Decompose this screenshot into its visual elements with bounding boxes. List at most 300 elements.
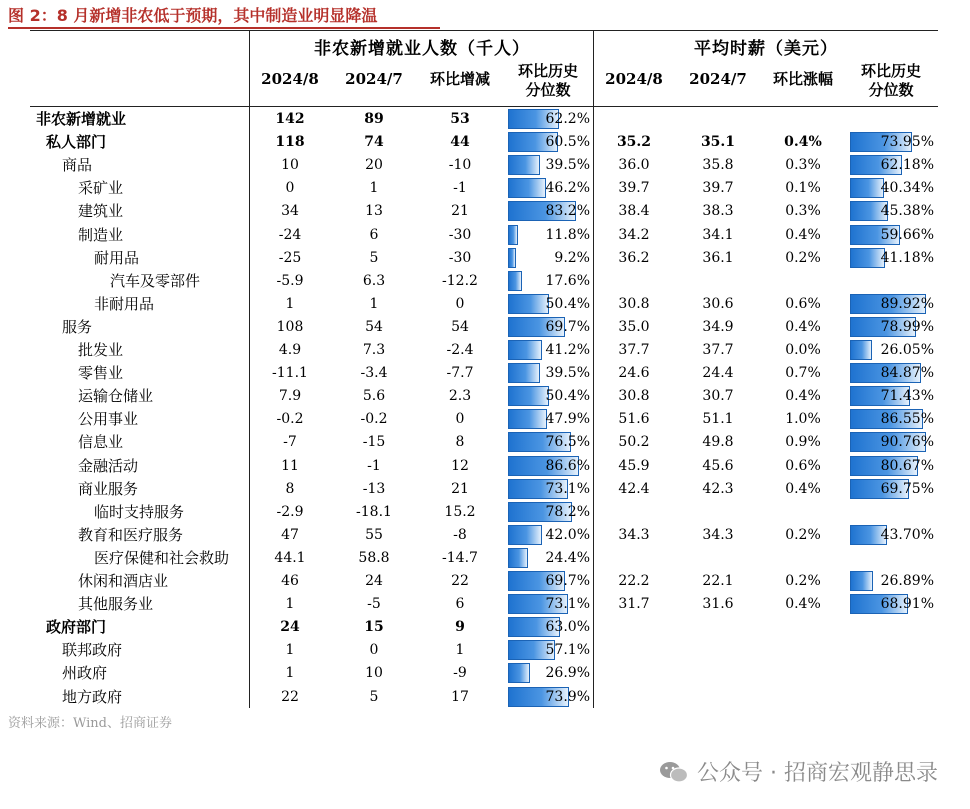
row-label: 信息业 (78, 433, 124, 452)
row-label: 联邦政府 (62, 641, 123, 660)
row-label: 零售业 (78, 364, 124, 383)
cell-ed: -7.7 (446, 365, 474, 382)
cell-w8: 34.2 (618, 226, 650, 243)
percentile-cell-ep (508, 594, 590, 615)
cell-ed: 21 (451, 480, 469, 497)
row-label: 地方政府 (62, 687, 123, 706)
row-label: 公用事业 (78, 410, 139, 429)
percentile-value: 47.9% (545, 411, 590, 428)
percentile-cell-wp (850, 201, 934, 222)
cell-wd (762, 616, 844, 639)
cell-w8 (598, 639, 670, 662)
cell-wd: 0.1% (785, 180, 821, 197)
cell-w8: 30.8 (618, 388, 650, 405)
cell-w7 (682, 616, 754, 639)
col-header-emp-percentile-line2: 分位数 (525, 81, 571, 99)
percentile-cell-ep (508, 132, 590, 153)
cell-e7: 0 (369, 642, 379, 659)
percentile-cell-wp (850, 663, 934, 684)
table-row (30, 270, 938, 293)
cell-wd (762, 501, 844, 524)
percentile-cell-wp (850, 225, 934, 246)
row-label: 建筑业 (78, 202, 124, 221)
cell-w7 (682, 108, 754, 131)
cell-e7: 7.3 (362, 342, 386, 358)
percentile-value: 84.87% (880, 365, 934, 382)
percentile-value: 78.99% (880, 318, 934, 335)
source-note: 资料来源：Wind、招商证券 (8, 716, 172, 731)
percentile-cell-wp (850, 271, 934, 292)
percentile-cell-wp (850, 386, 934, 407)
percentile-cell-ep (508, 409, 590, 430)
cell-w8 (598, 686, 670, 709)
cell-wd: 0.2% (785, 249, 821, 266)
cell-e7: -3.4 (360, 365, 388, 382)
table-row (30, 662, 938, 685)
cell-w8: 50.2 (618, 434, 650, 451)
percentile-bar (850, 340, 872, 360)
percentile-value: 9.2% (554, 249, 590, 266)
percentile-value: 73.95% (880, 134, 934, 151)
cell-w8: 36.2 (618, 249, 650, 266)
cell-e8: 34 (281, 203, 299, 220)
group-header-employment: 非农新增就业人数（千人） (314, 39, 530, 59)
percentile-value: 39.5% (545, 365, 590, 382)
cell-ed: 17 (451, 688, 469, 705)
table-row (30, 316, 938, 339)
percentile-cell-wp (850, 432, 934, 453)
watermark-text: 公众号 · 招商宏观静思录 (697, 761, 938, 786)
percentile-value: 26.05% (880, 342, 934, 358)
cell-wd (762, 108, 844, 131)
row-label: 商品 (62, 156, 93, 175)
percentile-value: 43.70% (880, 526, 934, 543)
cell-ed: -9 (453, 665, 467, 682)
cell-wd: 0.2% (785, 573, 821, 589)
cell-ed: 21 (451, 203, 469, 220)
row-label: 非耐用品 (94, 294, 155, 313)
figure-title: 图 2：8 月新增非农低于预期，其中制造业明显降温 (8, 6, 378, 25)
percentile-value: 39.5% (545, 157, 590, 174)
cell-w8: 42.4 (618, 480, 650, 497)
cell-ed: 53 (450, 111, 470, 127)
percentile-cell-wp (850, 178, 934, 199)
row-label: 医疗保健和社会救助 (94, 548, 230, 567)
percentile-cell-wp (850, 640, 934, 661)
cell-ed: -10 (448, 157, 472, 174)
cell-w7: 51.1 (702, 411, 734, 428)
cell-w7: 22.1 (702, 573, 734, 589)
cell-w8 (598, 501, 670, 524)
cell-e7: -13 (362, 480, 386, 497)
percentile-bar (508, 225, 518, 245)
cell-e8: 0 (285, 180, 295, 197)
percentile-value: 26.89% (880, 573, 934, 589)
cell-w8: 37.7 (618, 342, 650, 358)
percentile-cell-ep (508, 479, 590, 500)
cell-w8: 35.0 (618, 318, 650, 335)
percentile-cell-ep (508, 640, 590, 661)
percentile-cell-wp (850, 409, 934, 430)
percentile-bar (508, 271, 522, 291)
row-label: 私人部门 (46, 133, 107, 152)
percentile-cell-ep (508, 617, 590, 638)
cell-e7: 54 (365, 318, 383, 335)
percentile-value: 90.76% (880, 434, 934, 451)
cell-w7: 34.1 (702, 226, 734, 243)
row-label: 临时支持服务 (94, 502, 185, 521)
cell-w8: 35.2 (616, 134, 652, 151)
percentile-bar (508, 178, 546, 198)
cell-wd: 0.7% (785, 365, 821, 382)
row-label: 制造业 (78, 225, 124, 244)
percentile-bar (508, 294, 549, 314)
row-label: 运输仓储业 (78, 387, 154, 406)
table-row (30, 686, 938, 709)
row-label: 教育和医疗服务 (78, 525, 184, 544)
percentile-cell-wp (850, 456, 934, 477)
cell-e8: 142 (275, 111, 305, 127)
row-label: 商业服务 (78, 479, 139, 498)
cell-ed: -12.2 (442, 272, 478, 289)
cell-e8: 22 (281, 688, 299, 705)
cell-e8: 24 (280, 619, 300, 636)
cell-w8: 34.3 (618, 526, 650, 543)
cell-ed: 1 (455, 642, 465, 659)
cell-ed: 12 (451, 457, 469, 474)
percentile-cell-ep (508, 525, 590, 546)
percentile-value: 69.75% (880, 480, 934, 497)
cell-e7: 10 (365, 665, 383, 682)
cell-w7: 30.7 (702, 388, 734, 405)
table-row (30, 108, 938, 131)
col-header-emp-mom: 环比增减 (429, 70, 490, 88)
wechat-icon (659, 760, 689, 784)
col-header-emp-2024-8: 2024/8 (261, 70, 319, 88)
percentile-cell-ep (508, 109, 590, 130)
row-label: 批发业 (78, 341, 124, 359)
watermark (659, 756, 938, 787)
cell-ed: 15.2 (444, 503, 476, 520)
cell-e7: 15 (364, 619, 384, 636)
percentile-cell-wp (850, 317, 934, 338)
cell-e8: -2.9 (276, 503, 304, 520)
table-row (30, 224, 938, 247)
percentile-cell-ep (508, 271, 590, 292)
row-label: 金融活动 (78, 456, 139, 475)
percentile-value: 73.9% (545, 688, 590, 705)
cell-w7: 35.8 (702, 157, 734, 174)
cell-e7: 89 (364, 111, 384, 127)
cell-w7 (682, 270, 754, 293)
cell-ed: -1 (453, 180, 467, 197)
percentile-value: 69.7% (545, 573, 590, 589)
percentile-value: 78.2% (545, 503, 590, 520)
cell-wd: 0.6% (785, 457, 821, 474)
cell-ed: -30 (448, 226, 472, 243)
table-row (30, 431, 938, 454)
percentile-cell-ep (508, 340, 590, 361)
cell-e8: 1 (285, 596, 295, 613)
table-row (30, 339, 938, 362)
percentile-bar (508, 386, 549, 406)
percentile-cell-ep (508, 155, 590, 176)
cell-ed: 54 (451, 318, 469, 335)
percentile-value: 69.7% (545, 318, 590, 335)
percentile-value: 60.5% (545, 134, 590, 151)
percentile-value: 89.92% (880, 295, 934, 312)
percentile-value: 24.4% (545, 549, 590, 566)
percentile-value: 41.2% (545, 342, 590, 358)
cell-w7: 42.3 (702, 480, 734, 497)
col-header-wage-percentile-line1: 环比历史 (860, 62, 921, 80)
percentile-bar (508, 663, 530, 683)
col-header-wage-mom: 环比涨幅 (772, 70, 833, 88)
cell-ed: 0 (455, 411, 465, 428)
row-label: 休闲和酒店业 (78, 572, 169, 590)
cell-e7: 24 (365, 573, 383, 589)
percentile-cell-wp (850, 340, 934, 361)
percentile-cell-wp (850, 479, 934, 500)
cell-w7: 34.9 (702, 318, 734, 335)
table-row (30, 385, 938, 408)
percentile-bar (850, 248, 885, 268)
cell-e7: 6 (369, 226, 379, 243)
cell-w8: 45.9 (618, 457, 650, 474)
cell-e7: 6.3 (362, 272, 386, 289)
cell-w7: 35.1 (700, 134, 736, 151)
percentile-cell-wp (850, 571, 934, 592)
percentile-bar (508, 548, 528, 568)
table-row (30, 524, 938, 547)
col-header-wage-percentile-line2: 分位数 (868, 81, 914, 99)
cell-w8: 30.8 (618, 295, 650, 312)
percentile-cell-ep (508, 178, 590, 199)
cell-ed: 6 (455, 596, 465, 613)
cell-e7: 1 (369, 295, 379, 312)
row-label: 州政府 (62, 664, 108, 683)
percentile-value: 86.55% (880, 411, 934, 428)
cell-e7: 13 (365, 203, 383, 220)
cell-ed: 22 (451, 573, 469, 589)
cell-w8 (598, 547, 670, 570)
cell-w8: 22.2 (618, 573, 650, 589)
cell-w7: 31.6 (702, 596, 734, 613)
percentile-value: 83.2% (545, 203, 590, 220)
col-header-emp-percentile (506, 62, 590, 100)
cell-e8: 44.1 (274, 549, 306, 566)
row-label: 服务 (62, 317, 93, 336)
col-header-wage-2024-8: 2024/8 (605, 70, 663, 88)
cell-w7 (682, 662, 754, 685)
table-row (30, 362, 938, 385)
cell-w8: 24.6 (618, 365, 650, 382)
table-row (30, 478, 938, 501)
cell-wd: 0.6% (785, 295, 821, 312)
cell-w7: 34.3 (702, 526, 734, 543)
title-underline (8, 27, 440, 29)
cell-w8 (598, 270, 670, 293)
cell-e8: 118 (275, 134, 305, 151)
percentile-value: 59.66% (880, 226, 934, 243)
cell-wd: 0.4% (785, 480, 821, 497)
percentile-bar (508, 248, 516, 268)
percentile-value: 26.9% (545, 665, 590, 682)
percentile-value: 73.1% (545, 480, 590, 497)
percentile-bar (508, 525, 542, 545)
cell-w8 (598, 108, 670, 131)
cell-e8: 1 (285, 295, 295, 312)
percentile-bar (850, 571, 873, 591)
cell-w7 (682, 639, 754, 662)
percentile-value: 42.0% (545, 526, 590, 543)
cell-wd: 0.4% (784, 134, 822, 151)
percentile-value: 76.5% (545, 434, 590, 451)
table-row (30, 247, 938, 270)
row-label: 耐用品 (94, 248, 140, 267)
percentile-cell-wp (850, 502, 934, 523)
percentile-cell-ep (508, 294, 590, 315)
percentile-value: 50.4% (545, 388, 590, 405)
percentile-value: 40.34% (880, 180, 934, 197)
percentile-cell-ep (508, 687, 590, 708)
cell-e8: 1 (285, 665, 295, 682)
cell-w7: 39.7 (702, 180, 734, 197)
cell-wd: 0.4% (785, 226, 821, 243)
percentile-value: 62.2% (545, 111, 590, 127)
percentile-cell-ep (508, 248, 590, 269)
percentile-cell-ep (508, 201, 590, 222)
cell-e7: -0.2 (360, 411, 388, 428)
table-row (30, 154, 938, 177)
cell-e7: 5.6 (362, 388, 386, 405)
cell-e7: -18.1 (356, 503, 392, 520)
cell-wd: 0.9% (785, 434, 821, 451)
cell-w7 (682, 501, 754, 524)
table-row (30, 408, 938, 431)
percentile-cell-ep (508, 317, 590, 338)
cell-wd: 0.3% (785, 157, 821, 174)
cell-ed: 0 (455, 295, 465, 312)
cell-wd (762, 639, 844, 662)
table-row (30, 200, 938, 223)
cell-e8: 7.9 (278, 388, 302, 405)
cell-e8: 11 (281, 457, 299, 474)
row-label: 非农新增就业 (36, 110, 127, 128)
cell-e7: 5 (369, 688, 379, 705)
cell-w8: 51.6 (618, 411, 650, 428)
cell-w7 (682, 547, 754, 570)
percentile-cell-ep (508, 225, 590, 246)
percentile-value: 45.38% (880, 203, 934, 220)
percentile-cell-wp (850, 109, 934, 130)
data-table (30, 30, 938, 710)
cell-w7: 30.6 (702, 295, 734, 312)
cell-e8: 4.9 (278, 342, 302, 358)
percentile-cell-ep (508, 363, 590, 384)
cell-e7: -15 (362, 434, 386, 451)
cell-wd: 0.2% (785, 526, 821, 543)
percentile-value: 11.8% (545, 226, 590, 243)
row-label: 政府部门 (46, 618, 107, 637)
percentile-value: 62.18% (880, 157, 934, 174)
percentile-cell-wp (850, 155, 934, 176)
cell-ed: -8 (453, 526, 467, 543)
cell-e8: -11.1 (272, 365, 308, 382)
percentile-value: 17.6% (545, 272, 590, 289)
cell-ed: -30 (448, 249, 472, 266)
cell-ed: -14.7 (442, 549, 478, 566)
cell-w8 (598, 662, 670, 685)
table-row (30, 501, 938, 524)
cell-e8: -7 (283, 434, 297, 451)
cell-e7: -1 (367, 457, 381, 474)
cell-w8 (598, 616, 670, 639)
percentile-cell-wp (850, 548, 934, 569)
table-row (30, 616, 938, 639)
col-header-wage-percentile (848, 62, 934, 100)
header-bottom-rule (30, 106, 938, 107)
percentile-cell-ep (508, 432, 590, 453)
percentile-value: 63.0% (545, 619, 590, 636)
percentile-cell-ep (508, 663, 590, 684)
cell-w8: 31.7 (618, 596, 650, 613)
cell-w7: 45.6 (702, 457, 734, 474)
cell-w7: 37.7 (702, 342, 734, 358)
table-row (30, 639, 938, 662)
cell-w7: 49.8 (702, 434, 734, 451)
cell-w7: 36.1 (702, 249, 734, 266)
table-row (30, 570, 938, 593)
cell-wd (762, 686, 844, 709)
percentile-cell-ep (508, 548, 590, 569)
cell-ed: 2.3 (448, 388, 472, 405)
cell-w8: 36.0 (618, 157, 650, 174)
cell-ed: -2.4 (446, 342, 474, 358)
percentile-cell-ep (508, 502, 590, 523)
cell-e8: -25 (278, 249, 302, 266)
cell-wd: 0.4% (785, 596, 821, 613)
percentile-cell-wp (850, 294, 934, 315)
percentile-value: 71.43% (880, 388, 934, 405)
row-label: 其他服务业 (78, 595, 154, 614)
percentile-bar (850, 178, 884, 198)
cell-wd (762, 270, 844, 293)
percentile-cell-wp (850, 525, 934, 546)
percentile-value: 57.1% (545, 642, 590, 659)
cell-w7 (682, 686, 754, 709)
table-row (30, 131, 938, 154)
cell-e8: 8 (285, 480, 295, 497)
cell-e7: 74 (364, 134, 384, 151)
cell-wd: 0.4% (785, 388, 821, 405)
percentile-cell-wp (850, 594, 934, 615)
row-label: 采矿业 (78, 179, 124, 198)
cell-ed: 9 (455, 619, 465, 636)
cell-ed: 8 (455, 434, 465, 451)
table-top-rule (30, 30, 938, 31)
percentile-value: 86.6% (545, 457, 590, 474)
cell-wd: 1.0% (785, 411, 821, 428)
cell-wd (762, 547, 844, 570)
percentile-value: 41.18% (880, 249, 934, 266)
cell-wd: 0.4% (785, 318, 821, 335)
cell-ed: 44 (450, 134, 470, 151)
table-row (30, 177, 938, 200)
cell-w7: 38.3 (702, 203, 734, 220)
percentile-cell-wp (850, 363, 934, 384)
cell-e8: 108 (276, 318, 304, 335)
